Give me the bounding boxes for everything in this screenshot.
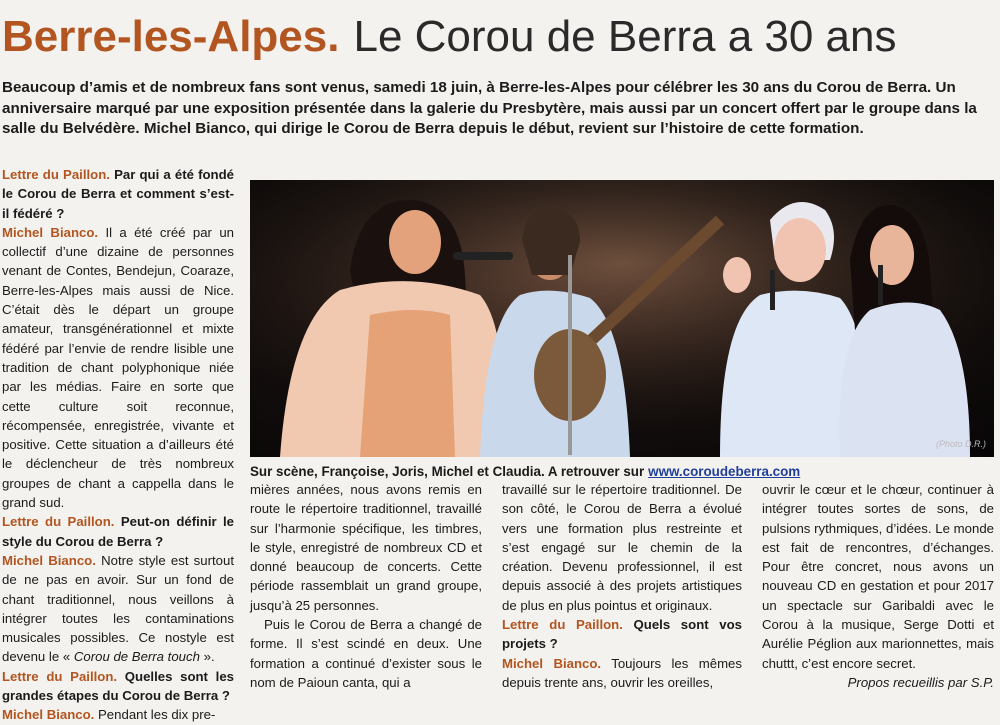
question-4 — [502, 615, 742, 654]
interviewee-tag: Michel Bianco. — [502, 655, 602, 671]
column-1 — [2, 165, 234, 725]
headline — [2, 8, 998, 66]
interviewee-tag: Michel Bianco. — [2, 552, 96, 568]
interviewer-tag: Lettre du Paillon. — [502, 617, 623, 633]
question-4-text: Quels sont vos projets ? — [502, 617, 742, 652]
answer-4 — [502, 654, 742, 693]
question-1 — [2, 165, 234, 223]
answer-1-text: Il a été créé par un collectif d’une dizaine de personnes venant de Contes, Bendejun, Coaraze, Berre-les-Alpes mais aussi de Nice. C’était dès le départ un groupe amateur, transgénérationnel et mixte fédéré par l’envie de rendre lisible une tradition de chant polyphonique niée par les médias. Faire en sorte que cette culture soit reconnue, récompensée, enregistrée, vivante et positive. Cette situation a d’ailleurs été le déclencheur de très nombreux groupes de chant a cappella dans le grand sud. — [2, 224, 234, 511]
column-2 — [250, 480, 482, 692]
answer-2 — [2, 551, 234, 667]
interviewee-tag: Michel Bianco. — [2, 224, 99, 240]
question-2 — [2, 512, 234, 551]
interviewer-tag: Lettre du Paillon. — [2, 668, 118, 684]
concert-photo — [250, 180, 994, 457]
answer-3-start — [2, 705, 234, 724]
answer-3-paragraph-2: Puis le Corou de Berra a changé de forme. Il s’est scindé en deux. Une formation a continué d’exister sous le nom de Paioun canta, qui a — [250, 617, 482, 690]
singers-illustration — [250, 180, 994, 457]
lead-paragraph: Beaucoup d’amis et de nombreux fans sont venus, samedi 18 juin, à Berre-les-Alpes pour célébrer les 30 ans du Corou de Berra. Un anniversaire marqué par une exposition présentée dans la galerie du Presbytère, mais aussi par un concert offert par le groupe dans la salle du Belvédère. Michel Bianco, qui dirige le Corou de Berra depuis le début, revient sur l’histoire de cette formation. — [2, 79, 977, 137]
headline-place: Berre-les-Alpes. — [2, 12, 340, 61]
answer-2-emphasis: Corou de Berra touch — [73, 649, 200, 665]
answer-3-text: Pendant les dix pre- — [98, 707, 216, 723]
question-1-text: Par qui a été fondé le Corou de Berra et comment s’est-il fédéré ? — [2, 167, 234, 221]
signoff: Propos recueillis par S.P. — [847, 674, 994, 690]
question-2-text: Peut-on définir le style du Corou de Berra ? — [2, 514, 235, 549]
question-3-text: Quelles sont les grandes étapes du Corou de Berra ? — [2, 668, 234, 704]
column-4 — [762, 480, 994, 692]
answer-3-end: travaillé sur le répertoire traditionnel. De son côté, le Corou de Berra a évolué vers une formation plus restreinte et s’est engagé sur le chemin de la création. Devenu professionnel, il est depuis associé à des projets artistiques de plus en plus pointus et originaux. — [502, 482, 742, 613]
interviewer-tag: Lettre du Paillon. — [2, 167, 110, 182]
answer-4-continued: ouvrir le cœur et le chœur, continuer à intégrer toutes sortes de sons, de pulsions rythmiques, d’idées. Le monde est fait de rencontres, d’échanges. Pour être concret, nous avons un nouveau CD en gestation et pour 2017 un spectacle sur Garibaldi avec le Corou à la musique, Serge Dotti et Aurélie Péglion aux marionnettes, mais chuttt, c’est encore secret. — [762, 482, 994, 671]
answer-3-continued: mières années, nous avons remis en route le répertoire traditionnel, travaillé sur l’harmonie spécifique, les timbres, le style, enregistré de nombreux CD et donné beaucoup de concerts. Cette période rassemblait un grand groupe, jusqu’à 25 personnes. — [250, 482, 482, 613]
headline-title: Le Corou de Berra a 30 ans — [353, 12, 897, 61]
answer-2-text: Notre style est surtout de ne pas en avoir. Sur un fond de chant traditionnel, nous veillons à intégrer toutes les contaminations musicales possibles. Ce nostyle est devenu le « — [2, 552, 235, 665]
column-3 — [502, 480, 742, 692]
interviewee-tag: Michel Bianco. — [2, 707, 95, 723]
photo-credit: (Photo D.R.) — [935, 439, 986, 449]
caption-text: Sur scène, Françoise, Joris, Michel et Claudia. A retrouver sur — [250, 464, 645, 479]
answer-2-end: ». — [199, 649, 215, 665]
answer-4-text: Toujours les mêmes depuis trente ans, ouvrir les oreilles, — [502, 655, 742, 690]
question-3 — [2, 667, 234, 706]
answer-1 — [2, 223, 234, 512]
website-link[interactable]: www.coroudeberra.com — [648, 464, 801, 479]
interviewer-tag: Lettre du Paillon. — [2, 514, 115, 530]
